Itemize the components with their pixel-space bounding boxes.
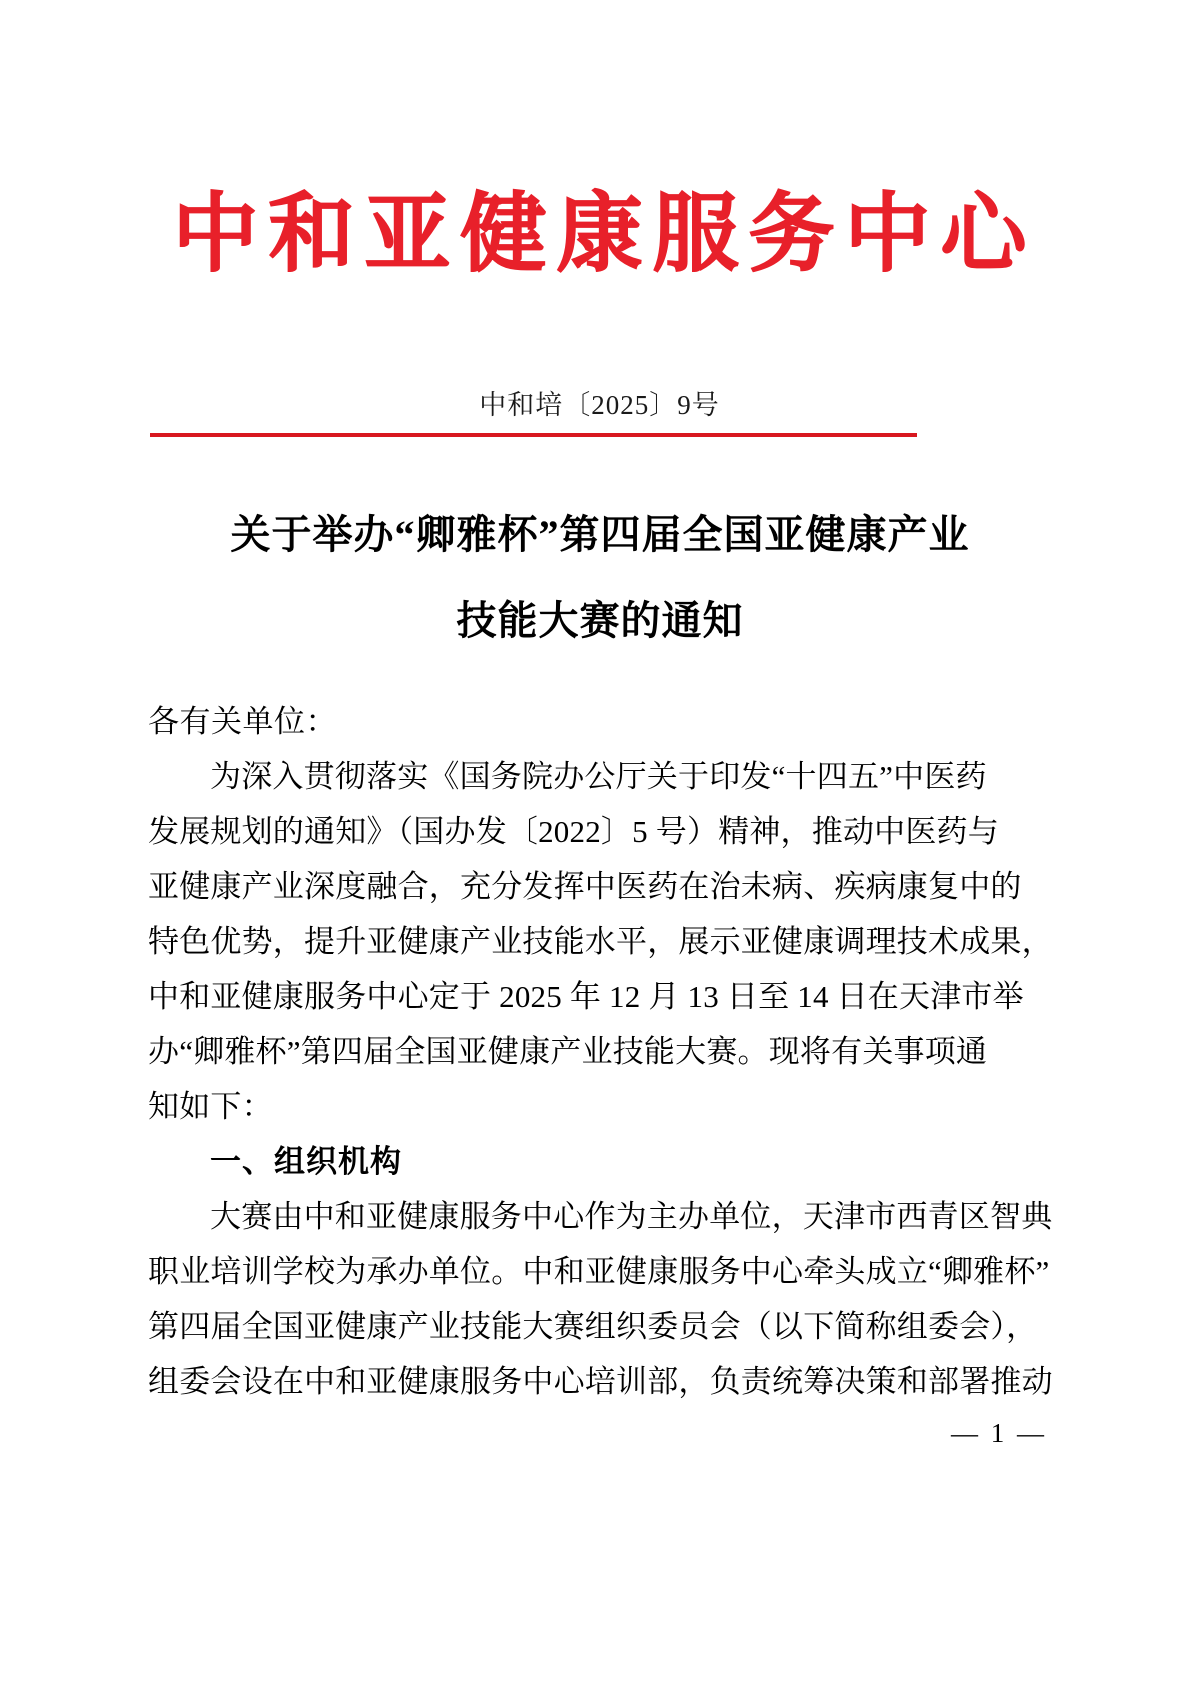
paragraph-line: 办“卿雅杯”第四届全国亚健康产业技能大赛。现将有关事项通 xyxy=(148,1034,988,1069)
paragraph-line: 组委会设在中和亚健康服务中心培训部，负责统筹决策和部署推动 xyxy=(148,1364,1053,1399)
document-body xyxy=(148,694,1053,1409)
organization-name: 中和亚健康服务中心 xyxy=(172,186,1037,282)
paragraph-line: 第四届全国亚健康产业技能大赛组织委员会（以下简称组委会）， xyxy=(148,1309,1038,1344)
paragraph-line: 大赛由中和亚健康服务中心作为主办单位，天津市西青区智典 xyxy=(210,1199,1053,1234)
section-heading-organization: 一、组织机构 xyxy=(210,1144,402,1179)
page-title-line-2: 技能大赛的通知 xyxy=(456,598,744,643)
paragraph-line: 发展规划的通知》（国办发〔2022〕5 号）精神，推动中医药与 xyxy=(148,814,999,849)
paragraph-line: 为深入贯彻落实《国务院办公厅关于印发“十四五”中医药 xyxy=(210,759,987,794)
page-title-line-1: 关于举办“卿雅杯”第四届全国亚健康产业 xyxy=(230,512,970,557)
paragraph-line: 职业培训学校为承办单位。中和亚健康服务中心牵头成立“卿雅杯” xyxy=(148,1254,1050,1289)
letterhead xyxy=(0,186,1199,282)
salutation: 各有关单位： xyxy=(148,704,337,739)
paragraph-line: 中和亚健康服务中心定于 2025 年 12 月 13 日至 14 日在天津市举 xyxy=(148,979,1024,1014)
paragraph-line: 特色优势，提升亚健康产业技能水平，展示亚健康调理技术成果， xyxy=(148,924,1053,959)
paragraph-line: 亚健康产业深度融合，充分发挥中医药在治未病、疾病康复中的 xyxy=(148,869,1022,904)
paragraph-line: 知如下： xyxy=(148,1089,273,1124)
page-number-footer: — 1 — xyxy=(951,1418,1047,1448)
red-separator-rule xyxy=(150,433,917,437)
document-number: 中和培〔2025〕9号 xyxy=(479,390,720,420)
page-title xyxy=(150,492,1050,664)
